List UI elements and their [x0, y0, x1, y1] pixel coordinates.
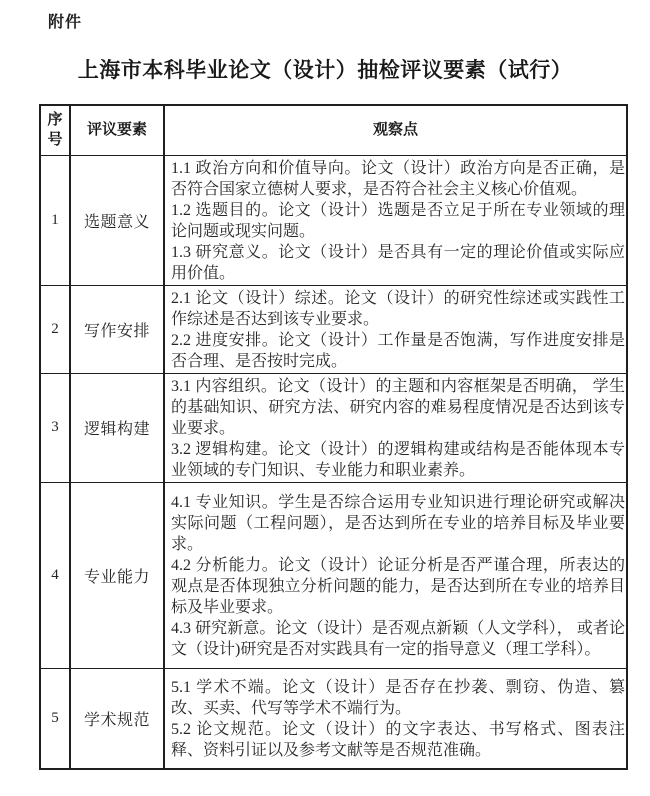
observation-points-cell [164, 482, 627, 668]
observation-point: 1.2 选题目的。论文（设计）选题是否立足于所在专业领域的理论问题或现实问题。 [171, 201, 625, 240]
observation-points-cell [164, 373, 627, 482]
review-element-label: 选题意义 [70, 155, 164, 285]
table-row [40, 285, 627, 373]
observation-point: 4.2 分析能力。论文（设计）论证分析是否严谨合理，所表达的观点是否体现独立分析问题的能力，是否达到所在专业的培养目标及毕业要求。 [171, 556, 625, 616]
observation-points-cell [164, 155, 627, 285]
review-element-label: 专业能力 [70, 482, 164, 668]
review-elements-table [39, 104, 628, 770]
row-number: 3 [40, 373, 70, 482]
page-title: 上海市本科毕业论文（设计）抽检评议要素（试行） [77, 58, 573, 82]
table-row [40, 668, 627, 769]
observation-point: 1.1 政治方向和价值导向。论文（设计）政治方向是否正确，是否符合国家立德树人要求，是否符合社会主义核心价值观。 [171, 159, 625, 198]
observation-points-cell [164, 285, 627, 373]
row-number: 5 [40, 668, 70, 769]
table-header-row [40, 105, 627, 155]
row-number: 4 [40, 482, 70, 668]
table-row [40, 155, 627, 285]
observation-point: 3.2 逻辑构建。论文（设计）的逻辑构建或结构是否能体现本专业领域的专门知识、专业能力和职业素养。 [171, 440, 625, 479]
table-row [40, 373, 627, 482]
review-element-label: 逻辑构建 [70, 373, 164, 482]
observation-point: 2.2 进度安排。论文（设计）工作量是否饱满，写作进度安排是否合理、是否按时完成。 [171, 331, 625, 370]
header-no: 序号 [40, 105, 70, 155]
observation-points-cell [164, 668, 627, 769]
header-points: 观察点 [164, 105, 627, 155]
row-number: 1 [40, 155, 70, 285]
observation-point: 2.1 论文（设计）综述。论文（设计）的研究性综述或实践性工作综述是否达到该专业要求。 [171, 289, 625, 328]
observation-point: 1.3 研究意义。论文（设计）是否具有一定的理论价值或实际应用价值。 [171, 243, 625, 282]
table-row [40, 482, 627, 668]
header-element: 评议要素 [70, 105, 164, 155]
review-element-label: 学术规范 [70, 668, 164, 769]
observation-point: 5.2 论文规范。论文（设计）的文字表达、书写格式、图表注释、资料引证以及参考文献等是否规范准确。 [171, 720, 625, 759]
row-number: 2 [40, 285, 70, 373]
observation-point: 5.1 学术不端。论文（设计）是否存在抄袭、剽窃、伪造、篡改、买卖、代写等学术不端行为。 [171, 678, 625, 717]
observation-point: 4.1 专业知识。学生是否综合运用专业知识进行理论研究或解决实际问题（工程问题），是否达到所在专业的培养目标及毕业要求。 [171, 493, 625, 553]
observation-point: 3.1 内容组织。论文（设计）的主题和内容框架是否明确， 学生的基础知识、研究方法、研究内容的难易程度情况是否达到该专业要求。 [171, 377, 625, 437]
observation-point: 4.3 研究新意。论文（设计）是否观点新颖（人文学科）， 或者论文（设计)研究是否对实践具有一定的指导意义（理工学科）。 [171, 619, 625, 658]
attachment-label: 附件 [48, 14, 83, 31]
review-element-label: 写作安排 [70, 285, 164, 373]
